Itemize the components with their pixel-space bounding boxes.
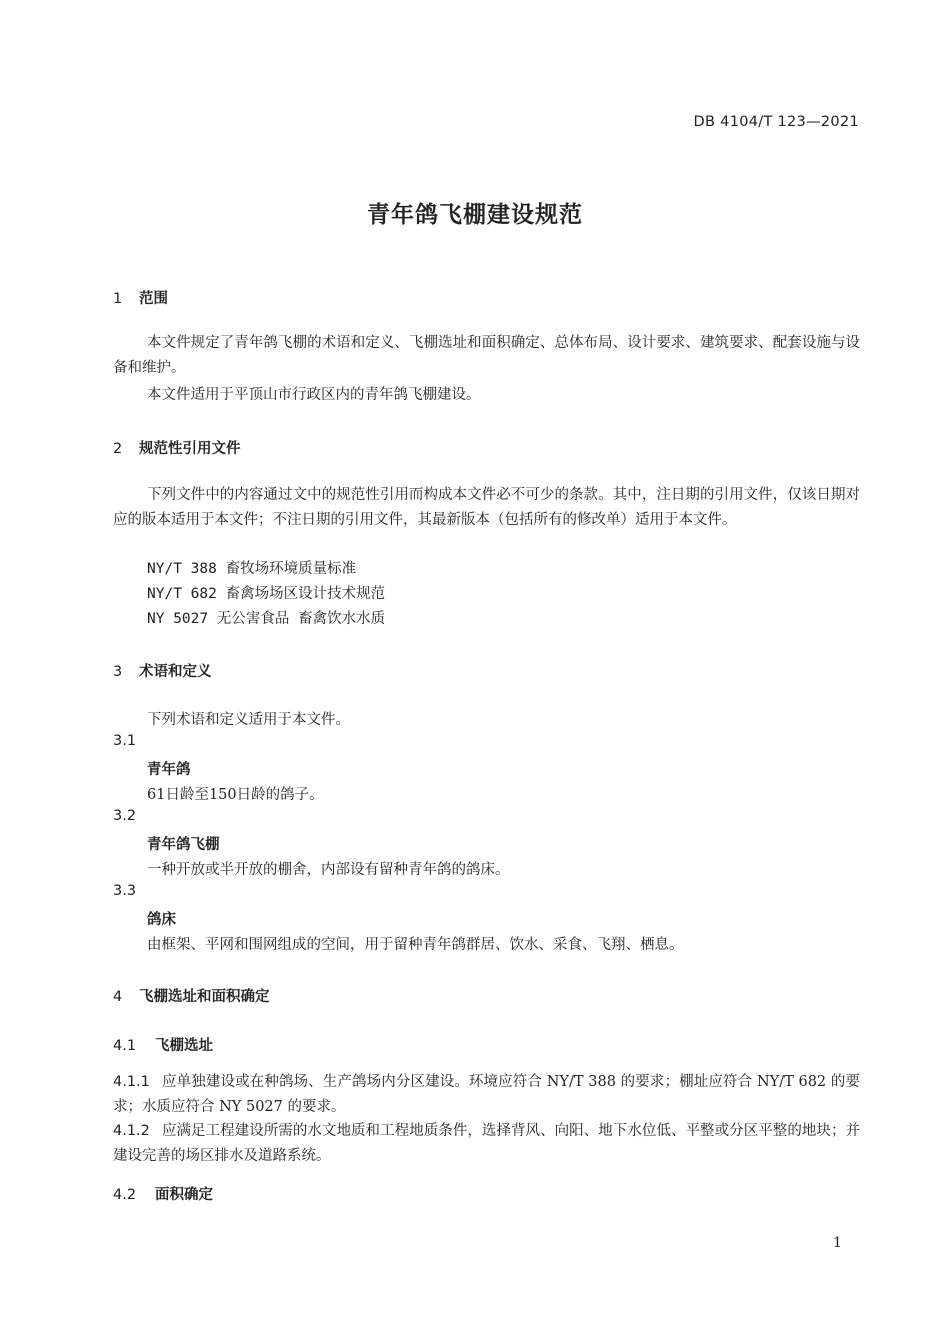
clause-text: 应单独建设或在种鸽场、生产鸽场内分区建设。环境应符合 NY/T 388 的要求；棚址应符合 NY/T 682 的要求；水质应符合 NY 5027 的要求。 [113,1074,860,1115]
document-code: DB 4104/T 123—2021 [693,114,859,130]
term-name: 鸽床 [147,912,176,928]
clause-text: 应满足工程建设所需的水文地质和工程地质条件，选择背风、向阳、地下水位低、平整或分区平整的地块；并建设完善的场区排水及道路系统。 [113,1123,860,1164]
reference-item: NY 5027 无公害食品 畜禽饮水水质 [147,611,386,627]
section-2-heading [113,437,241,458]
section-title: 规范性引用文件 [139,441,241,457]
clause-4-1-1 [113,1070,860,1119]
term-definition: 61日龄至150日龄的鸽子。 [147,787,324,803]
page-number: 1 [833,1235,842,1251]
scope-paragraph-1: 本文件规定了青年鸽飞棚的术语和定义、飞棚选址和面积确定、总体布局、设计要求、建筑要求、配套设施与设备和维护。 [113,335,860,376]
section-1-heading [113,287,168,308]
section-number: 3 [113,664,123,680]
section-number: 4 [113,989,123,1005]
term-number: 3.1 [113,733,137,749]
section-title: 飞棚选址和面积确定 [139,989,270,1005]
term-number: 3.3 [113,883,137,899]
subsection-title: 飞棚选址 [155,1038,213,1054]
term-definition: 由框架、平网和围网组成的空间，用于留种青年鸽群居、饮水、采食、飞翔、栖息。 [147,937,684,953]
page-title: 青年鸽飞棚建设规范 [367,202,583,228]
subsection-4-2-heading [113,1183,213,1204]
section-title: 术语和定义 [139,664,212,680]
term-definition: 一种开放或半开放的棚舍，内部设有留种青年鸽的鸽床。 [147,862,510,878]
reference-item: NY/T 682 畜禽场场区设计技术规范 [147,586,386,602]
term-name: 青年鸽 [147,762,191,778]
section-number: 1 [113,291,123,307]
clause-number: 4.1.2 [113,1123,150,1139]
section-4-heading [113,985,270,1006]
terms-intro: 下列术语和定义适用于本文件。 [147,712,350,728]
section-number: 2 [113,441,123,457]
subsection-title: 面积确定 [155,1187,213,1203]
clause-4-1-2 [113,1119,860,1168]
subsection-number: 4.2 [113,1187,137,1203]
section-title: 范围 [139,291,168,307]
term-number: 3.2 [113,808,137,824]
term-name: 青年鸽飞棚 [147,837,220,853]
references-intro-paragraph: 下列文件中的内容通过文中的规范性引用而构成本文件必不可少的条款。其中，注日期的引用文件，仅该日期对应的版本适用于本文件；不注日期的引用文件，其最新版本（包括所有的修改单）适用于本文件。 [113,487,860,528]
clause-number: 4.1.1 [113,1074,150,1090]
scope-paragraph-2: 本文件适用于平顶山市行政区内的青年鸽飞棚建设。 [147,387,481,403]
section-3-heading [113,660,212,681]
subsection-4-1-heading [113,1034,213,1055]
subsection-number: 4.1 [113,1038,137,1054]
reference-item: NY/T 388 畜牧场环境质量标准 [147,561,357,577]
